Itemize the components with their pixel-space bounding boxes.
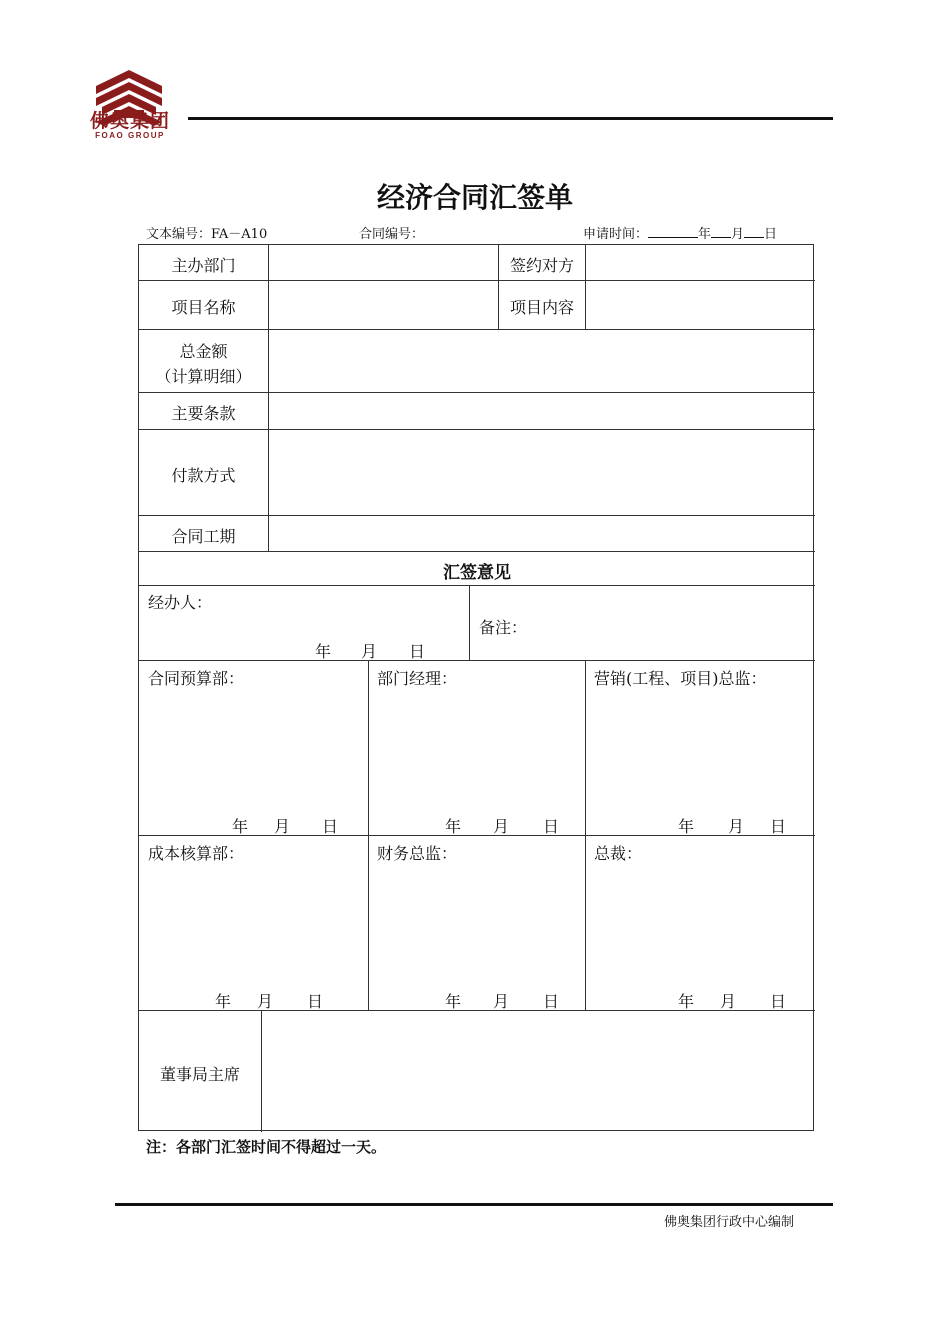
handler-label: 经办人： [148, 593, 213, 612]
footer-text: 佛奥集团行政中心编制 [664, 1215, 795, 1230]
payment-label: 付款方式 [171, 466, 236, 485]
month-blank[interactable] [711, 225, 731, 238]
duration-label: 合同工期 [171, 527, 236, 546]
handler-date: 年 月 日 [315, 642, 426, 661]
apply-date: 申请时间： 年 月 日 [583, 227, 778, 242]
budget-dept-date: 年 月 日 [232, 817, 339, 836]
note-text: 注：各部门汇签时间不得超过一天。 [146, 1138, 387, 1156]
president-label: 总裁： [594, 844, 643, 863]
main-terms-field[interactable] [269, 393, 814, 428]
chairman-label: 董事局主席 [159, 1065, 240, 1084]
counterparty-field[interactable] [586, 246, 814, 279]
chairman-field[interactable] [262, 1011, 814, 1131]
sales-director-date: 年 月 日 [678, 817, 787, 836]
footer-rule [115, 1203, 833, 1206]
host-dept-field[interactable] [269, 246, 497, 279]
project-content-label: 项目内容 [509, 298, 574, 317]
cost-dept-date: 年 月 日 [215, 992, 324, 1011]
total-amount-field[interactable] [269, 330, 814, 391]
project-name-field[interactable] [269, 281, 497, 328]
president-date: 年 月 日 [678, 992, 787, 1011]
apply-date-label: 申请时间： [583, 227, 649, 242]
header-rule [188, 117, 833, 120]
total-amount-label: 总金额 （计算明细） [155, 342, 252, 386]
duration-field[interactable] [269, 516, 814, 550]
contract-form-table [138, 244, 814, 1131]
host-dept-label: 主办部门 [171, 256, 236, 275]
budget-dept-label: 合同预算部： [148, 669, 245, 688]
brand-name-en: FOAO GROUP [95, 131, 165, 140]
counterparty-label: 签约对方 [509, 256, 574, 275]
payment-field[interactable] [269, 430, 814, 514]
doc-number: 文本编号：FA－A10 [146, 227, 268, 242]
project-name-label: 项目名称 [171, 298, 236, 317]
sales-director-label: 营销(工程、项目)总监： [594, 669, 767, 688]
cost-dept-label: 成本核算部： [148, 844, 245, 863]
remark-label: 备注： [479, 618, 528, 637]
dept-manager-label: 部门经理： [377, 669, 458, 688]
finance-director-label: 财务总监： [377, 844, 458, 863]
finance-director-date: 年 月 日 [445, 992, 560, 1011]
page-title: 经济合同汇签单 [376, 181, 573, 214]
contract-number-label: 合同编号： [359, 227, 425, 242]
brand-name-cn: 佛奥集团 [89, 110, 170, 132]
year-blank[interactable] [648, 225, 698, 238]
project-content-field[interactable] [586, 281, 814, 328]
main-terms-label: 主要条款 [171, 404, 236, 423]
day-blank[interactable] [744, 225, 764, 238]
section-title: 汇签意见 [443, 563, 511, 583]
dept-manager-date: 年 月 日 [445, 817, 560, 836]
